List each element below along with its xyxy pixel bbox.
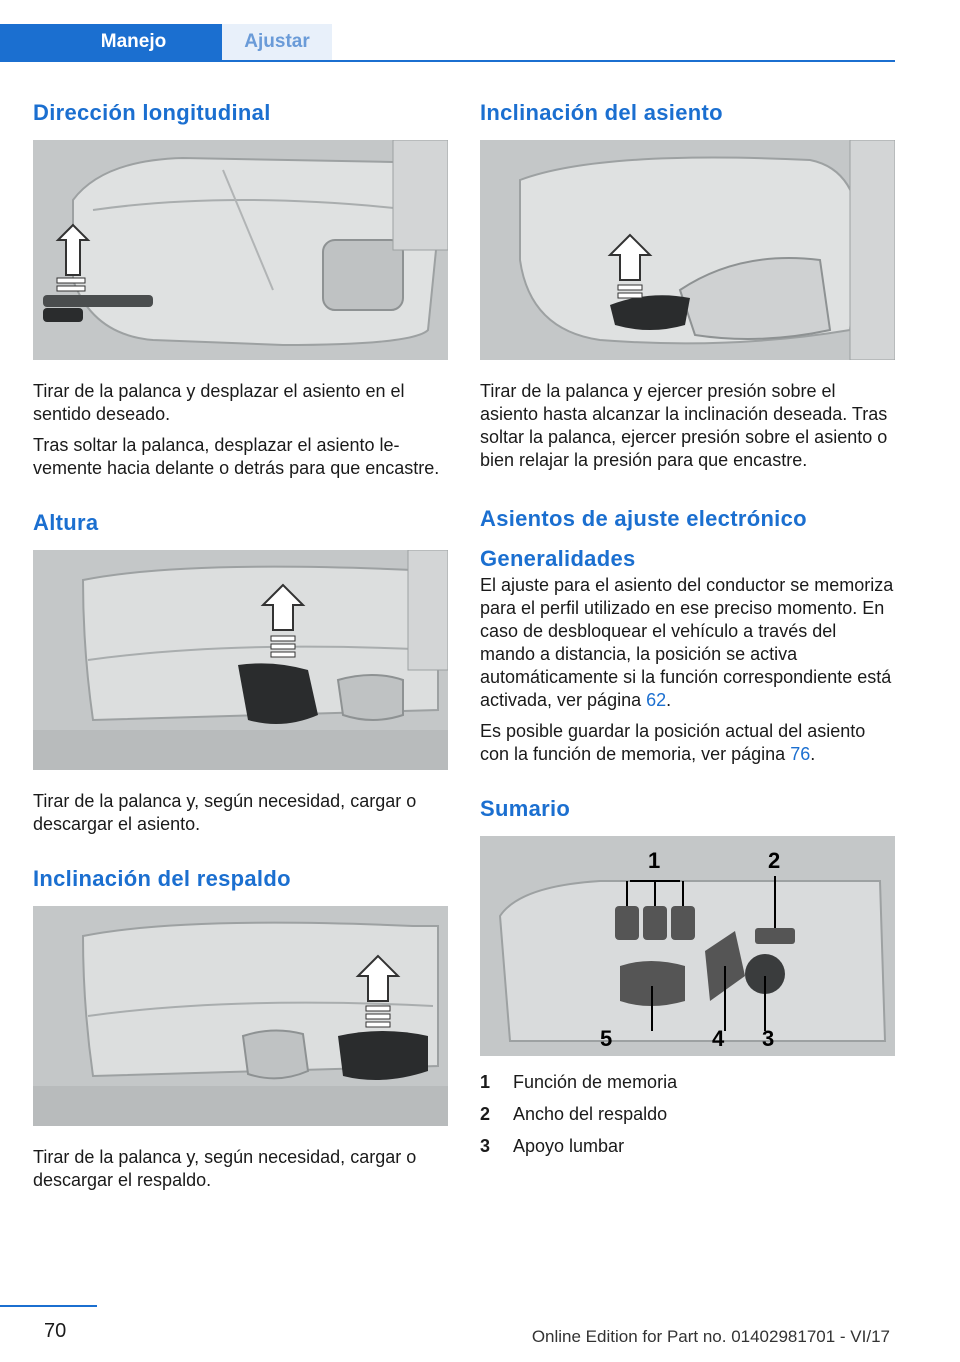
paragraph: Tirar de la palanca y, según necesidad, cargar o descargar el respaldo. <box>33 1147 417 1190</box>
legend-item <box>480 1066 895 1098</box>
footer-rule <box>0 1305 97 1307</box>
tab-ajustar[interactable]: Ajustar <box>222 24 332 60</box>
callout-2: 2 <box>768 848 781 873</box>
legend-item <box>480 1130 895 1162</box>
seat-backrest-image <box>33 906 448 1126</box>
right-column <box>480 100 895 1162</box>
section-title-altura: Altura <box>33 510 99 535</box>
paragraph: El ajuste para el asiento del conductor se memoriza para el perfil utilizado en ese preciso momento. En caso de desbloquear el vehículo a través del mando a distancia, la posición se activa automáticamente si la función correspondiente está activada, ver página 62. <box>480 575 894 710</box>
left-column <box>33 100 448 1200</box>
header-tabs <box>0 24 895 62</box>
section-title-ajuste-electronico: Asientos de ajuste electrónico <box>480 506 807 531</box>
legend-number: 1 <box>480 1072 491 1092</box>
legend-item <box>480 1098 895 1130</box>
page-link-62[interactable]: 62 <box>646 690 667 710</box>
legend-text: Apoyo lumbar <box>513 1136 625 1156</box>
seat-height-image <box>33 550 448 770</box>
callout-1: 1 <box>648 848 661 873</box>
seat-tilt-image <box>480 140 895 360</box>
paragraph: Tirar de la palanca y ejercer presión sobre el asiento hasta alcanzar la inclinación deseada. Tras soltar la palanca, ejercer presión sobre el asiento o bien relajar la presión para que encastre. <box>480 381 888 470</box>
callout-5: 5 <box>600 1026 613 1051</box>
callout-4: 4 <box>712 1026 725 1051</box>
subsection-title-generalidades: Generalidades <box>480 546 636 571</box>
section-title-longitudinal: Dirección longitudinal <box>33 100 271 125</box>
tab-manejo[interactable]: Manejo <box>0 24 222 60</box>
legend-list <box>480 1066 895 1162</box>
paragraph: Es posible guardar la posición actual del asiento con la función de memoria, ver página 76. <box>480 721 866 764</box>
header-rule <box>0 60 895 62</box>
section-title-inclinacion-asiento: Inclinación del asiento <box>480 100 723 125</box>
seat-longitudinal-image <box>33 140 448 360</box>
paragraph: Tirar de la palanca y, según necesidad, cargar o descargar el asiento. <box>33 791 417 834</box>
page-number: 70 <box>44 1320 67 1342</box>
paragraph: Tras soltar la palanca, desplazar el asiento levemente hacia delante o detrás para que encastre. <box>33 435 440 478</box>
section-title-respaldo: Inclinación del respaldo <box>33 866 291 891</box>
legend-text: Ancho del respaldo <box>513 1104 668 1124</box>
section-title-sumario: Sumario <box>480 796 571 821</box>
seat-controls-image <box>480 836 895 1056</box>
callout-3: 3 <box>762 1026 775 1051</box>
legend-number: 2 <box>480 1104 491 1124</box>
page-link-76[interactable]: 76 <box>790 744 811 764</box>
paragraph: Tirar de la palanca y desplazar el asiento en el sentido deseado. <box>33 381 405 424</box>
edition-note: Online Edition for Part no. 01402981701 - VI/17 <box>531 1327 890 1346</box>
legend-text: Función de memoria <box>513 1072 678 1092</box>
legend-number: 3 <box>480 1136 491 1156</box>
